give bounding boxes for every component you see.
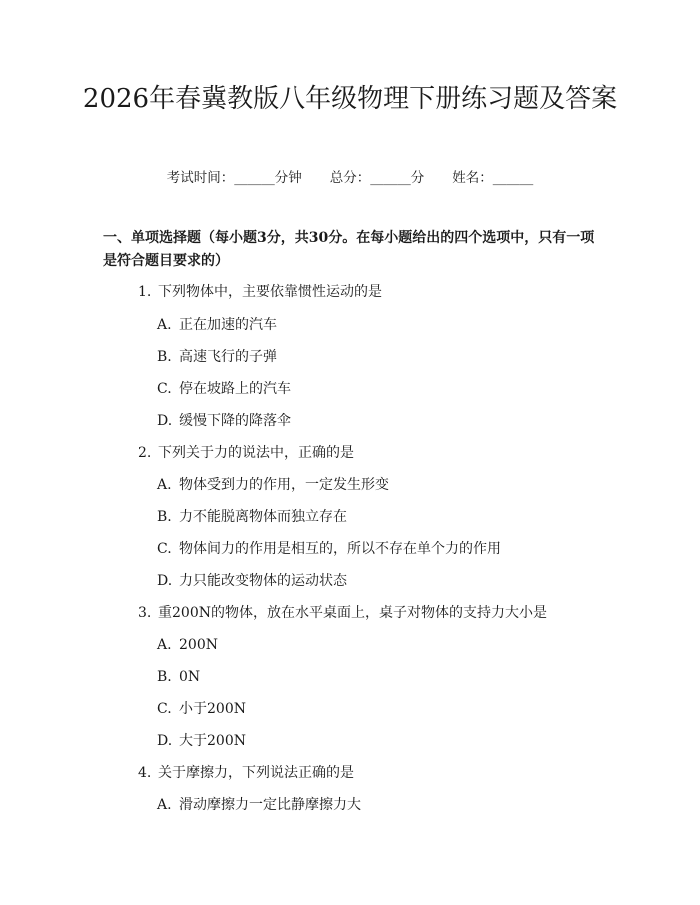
- score-label: 总分：: [329, 170, 371, 186]
- question-text: 下列物体中，主要依靠惯性运动的是: [158, 284, 382, 300]
- question-text: 关于摩擦力，下列说法正确的是: [158, 765, 354, 781]
- question-text: 重200N的物体，放在水平桌面上，桌子对物体的支持力大小是: [158, 605, 547, 621]
- option: A. 200N: [157, 637, 218, 653]
- time-blank: ______: [234, 170, 275, 186]
- option: A. 正在加速的汽车: [157, 317, 277, 333]
- question-3: [103, 603, 547, 623]
- score-unit: 分: [410, 170, 425, 186]
- name-blank: ______: [492, 170, 534, 186]
- option: C. 停在坡路上的汽车: [157, 381, 291, 397]
- exam-meta: [0, 168, 700, 188]
- question-2: [103, 443, 354, 463]
- option: D. 力只能改变物体的运动状态: [157, 573, 347, 589]
- name-label: 姓名：: [452, 170, 493, 186]
- question-1: [103, 282, 382, 302]
- question-4: [103, 763, 354, 783]
- document-title: 2026年春冀教版八年级物理下册练习题及答案: [82, 84, 618, 114]
- option: D. 大于200N: [157, 733, 246, 749]
- question-number: 3.: [138, 605, 152, 621]
- section-heading: 一、单项选择题（每小题3分，共30分。在每小题给出的四个选项中，只有一项是符合题目要求的）: [103, 230, 595, 269]
- option: B. 0N: [157, 669, 201, 685]
- question-number: 1.: [138, 284, 152, 300]
- question-text: 下列关于力的说法中，正确的是: [158, 445, 354, 461]
- time-unit: 分钟: [274, 170, 302, 186]
- question-number: 2.: [138, 445, 152, 461]
- question-number: 4.: [138, 765, 152, 781]
- option: D. 缓慢下降的降落伞: [157, 413, 291, 429]
- option: C. 物体间力的作用是相互的，所以不存在单个力的作用: [157, 541, 501, 557]
- option: C. 小于200N: [157, 701, 246, 717]
- time-label: 考试时间：: [166, 170, 235, 186]
- option: B. 力不能脱离物体而独立存在: [157, 509, 347, 525]
- option: A. 物体受到力的作用，一定发生形变: [157, 477, 389, 493]
- option: A. 滑动摩擦力一定比静摩擦力大: [157, 797, 361, 813]
- score-blank: ______: [370, 170, 411, 186]
- option: B. 高速飞行的子弹: [157, 349, 277, 365]
